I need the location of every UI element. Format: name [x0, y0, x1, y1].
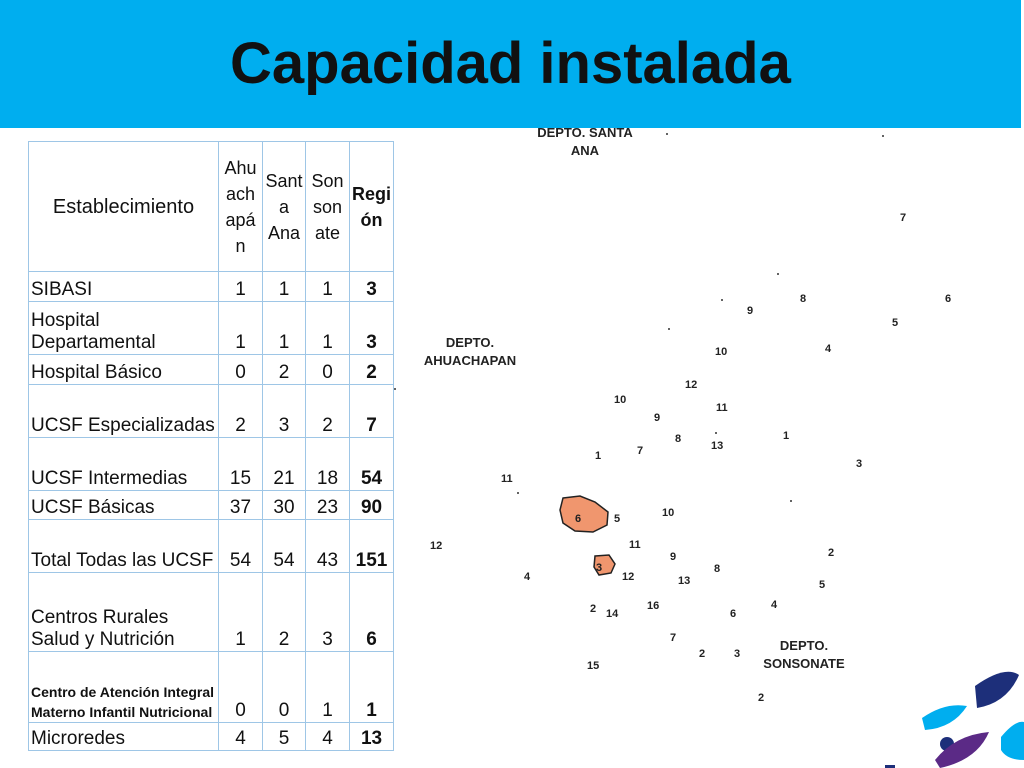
table-row — [29, 573, 394, 652]
cell-santa-ana: 1 — [263, 302, 306, 355]
cell-santa-ana: 2 — [263, 573, 306, 652]
municipality-number: 4 — [524, 571, 531, 583]
municipality-number: 3 — [596, 562, 603, 574]
municipality-number: 12 — [622, 571, 635, 583]
map-dot — [668, 328, 670, 330]
cell-santa-ana: 54 — [263, 520, 306, 573]
cell-santa-ana: 21 — [263, 438, 306, 491]
header-line: Ana — [267, 222, 301, 243]
header-line: apá — [225, 209, 256, 230]
row-name: Microredes — [29, 723, 219, 751]
municipality-number: 10 — [614, 394, 627, 406]
municipality-number: 6 — [730, 608, 737, 620]
cell-ahuachapan: 1 — [219, 573, 263, 652]
header-line: ón — [360, 209, 383, 230]
map-dot — [394, 388, 396, 390]
municipality-number: 5 — [614, 513, 621, 525]
cell-region: 151 — [350, 520, 394, 573]
cell-ahuachapan: 0 — [219, 355, 263, 385]
highlighted-municipality — [560, 496, 608, 532]
table-row — [29, 520, 394, 573]
municipality-number: 11 — [716, 402, 728, 414]
municipality-number: 9 — [654, 412, 661, 424]
cell-ahuachapan: 1 — [219, 302, 263, 355]
cell-sonsonate: 18 — [306, 438, 350, 491]
label-depto-santa-ana: DEPTO. SANTA ANA — [537, 125, 633, 158]
municipality-number: 11 — [501, 473, 513, 485]
municipality-number: 9 — [670, 551, 677, 563]
decorative-shapes — [885, 672, 1024, 768]
cell-region: 3 — [350, 302, 394, 355]
cell-sonsonate: 3 — [306, 573, 350, 652]
row-name: UCSF Intermedias — [29, 438, 219, 491]
cell-region: 2 — [350, 355, 394, 385]
cell-sonsonate: 2 — [306, 385, 350, 438]
municipality-number: 9 — [747, 305, 754, 317]
table-header-row — [29, 142, 394, 272]
cell-sonsonate: 1 — [306, 272, 350, 302]
cell-sonsonate: 43 — [306, 520, 350, 573]
municipality-number: 8 — [714, 563, 721, 575]
row-name: Total Todas las UCSF — [29, 520, 219, 573]
header-line: a — [278, 196, 289, 217]
cell-sonsonate: 1 — [306, 302, 350, 355]
header-sonsonate — [306, 142, 350, 272]
table-row — [29, 302, 394, 355]
cell-ahuachapan: 37 — [219, 491, 263, 520]
municipality-number: 4 — [825, 343, 832, 355]
municipality-number: 10 — [715, 346, 728, 358]
municipality-number: 6 — [575, 513, 582, 525]
municipality-number: 5 — [819, 579, 826, 591]
municipality-number: 1 — [595, 450, 602, 462]
map-dot — [882, 135, 884, 137]
map-dot — [721, 299, 723, 301]
header-line: n — [235, 235, 246, 256]
municipality-number: 2 — [590, 603, 597, 615]
cell-region: 7 — [350, 385, 394, 438]
cell-region: 3 — [350, 272, 394, 302]
table-row — [29, 438, 394, 491]
header-region — [350, 142, 394, 272]
row-name: UCSF Básicas — [29, 491, 219, 520]
municipality-number: 8 — [675, 433, 682, 445]
header-ahuachapan — [219, 142, 263, 272]
cell-ahuachapan: 4 — [219, 723, 263, 751]
cell-region: 1 — [350, 652, 394, 723]
cell-ahuachapan: 2 — [219, 385, 263, 438]
municipality-number: 16 — [647, 600, 660, 612]
cell-santa-ana: 0 — [263, 652, 306, 723]
municipality-number: 2 — [758, 692, 765, 704]
municipality-number: 2 — [699, 648, 706, 660]
municipality-number: 11 — [629, 539, 641, 551]
header-establecimiento: Establecimiento — [29, 142, 219, 272]
map-graphics — [395, 120, 1024, 768]
cell-sonsonate: 1 — [306, 652, 350, 723]
cell-sonsonate: 23 — [306, 491, 350, 520]
table-row — [29, 385, 394, 438]
municipality-number: 3 — [734, 648, 741, 660]
cell-santa-ana: 2 — [263, 355, 306, 385]
municipality-number: 4 — [771, 599, 778, 611]
cell-santa-ana: 3 — [263, 385, 306, 438]
cell-region: 54 — [350, 438, 394, 491]
municipality-number: 10 — [662, 507, 675, 519]
cell-santa-ana: 5 — [263, 723, 306, 751]
cell-santa-ana: 1 — [263, 272, 306, 302]
region-map — [395, 120, 1024, 768]
municipality-number: 7 — [637, 445, 644, 457]
municipality-number: 2 — [828, 547, 835, 559]
header-line: son — [312, 196, 343, 217]
map-dot — [666, 133, 668, 135]
cell-region: 90 — [350, 491, 394, 520]
cell-sonsonate: 4 — [306, 723, 350, 751]
header-line: Ahu — [224, 157, 257, 178]
row-name: Hospital Básico — [29, 355, 219, 385]
label-depto-sonsonate: DEPTO. SONSONATE — [763, 638, 845, 671]
row-name: UCSF Especializadas — [29, 385, 219, 438]
table-row — [29, 272, 394, 302]
cell-region: 6 — [350, 573, 394, 652]
map-dot — [777, 273, 779, 275]
cell-ahuachapan: 1 — [219, 272, 263, 302]
municipality-number: 7 — [670, 632, 677, 644]
table-row — [29, 355, 394, 385]
page-title: Capacidad instalada — [230, 31, 791, 96]
header-line: Sant — [265, 170, 303, 191]
map-dot — [790, 500, 792, 502]
cell-region: 13 — [350, 723, 394, 751]
row-name: Centro de Atención Integral Materno Infantil Nutricional — [29, 652, 219, 723]
municipality-number: 12 — [430, 540, 443, 552]
table-row — [29, 652, 394, 723]
municipality-number: 7 — [900, 212, 907, 224]
municipality-number: 15 — [587, 660, 600, 672]
header-line: Son — [311, 170, 344, 191]
municipality-number: 6 — [945, 293, 952, 305]
row-name: SIBASI — [29, 272, 219, 302]
header-line: ate — [314, 222, 341, 243]
cell-ahuachapan: 0 — [219, 652, 263, 723]
municipality-number: 13 — [711, 440, 724, 452]
map-dot — [715, 432, 717, 434]
municipality-number: 8 — [800, 293, 807, 305]
table-row — [29, 723, 394, 751]
municipality-number: 14 — [606, 608, 619, 620]
map-dot — [517, 492, 519, 494]
cell-sonsonate: 0 — [306, 355, 350, 385]
cell-ahuachapan: 15 — [219, 438, 263, 491]
cell-santa-ana: 30 — [263, 491, 306, 520]
municipality-number: 5 — [892, 317, 899, 329]
header-santa-ana — [263, 142, 306, 272]
capacity-table — [28, 141, 394, 751]
municipality-number: 1 — [783, 430, 790, 442]
header-line: ach — [225, 183, 256, 204]
municipality-number: 12 — [685, 379, 698, 391]
municipality-number: 13 — [678, 575, 691, 587]
cell-ahuachapan: 54 — [219, 520, 263, 573]
header-line: Regi — [352, 183, 392, 204]
table-row — [29, 491, 394, 520]
label-depto-ahuachapan: DEPTO. AHUACHAPAN — [423, 335, 517, 368]
municipality-number: 3 — [856, 458, 863, 470]
row-name: Hospital Departamental — [29, 302, 219, 355]
row-name: Centros Rurales Salud y Nutrición — [29, 573, 219, 652]
